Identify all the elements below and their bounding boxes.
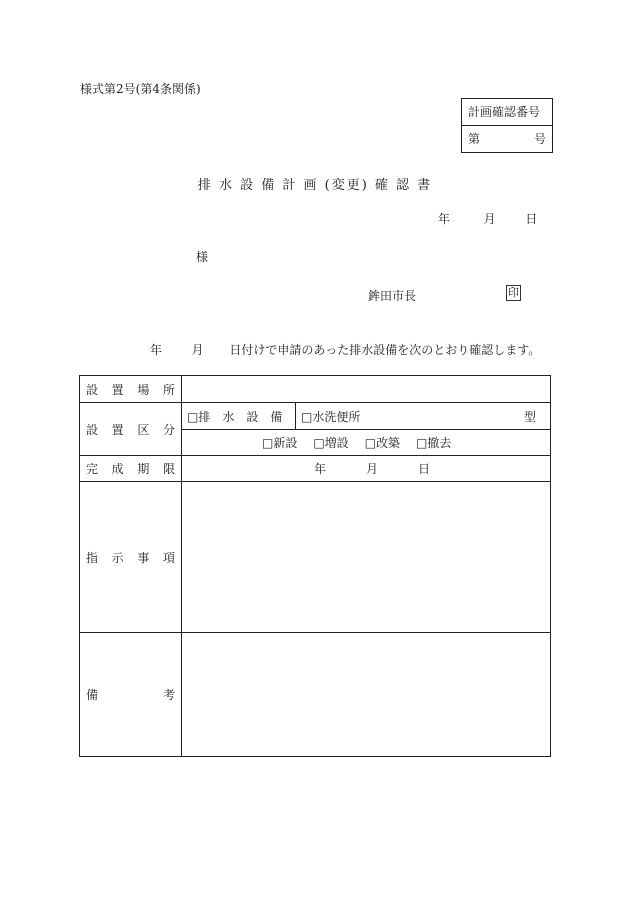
issue-date (438, 210, 537, 227)
completion-month: 月 (366, 462, 379, 476)
location-field[interactable] (182, 376, 551, 403)
seal-mark: 印 (508, 286, 519, 299)
document-title: 排 水 設 備 計 画 (変更) 確 認 書 (197, 178, 433, 193)
flush-toilet-checkbox[interactable] (296, 403, 550, 429)
category-type-cell (182, 403, 551, 430)
type-suffix: 型 (523, 409, 536, 424)
category-row-1 (80, 403, 551, 430)
completion-day: 日 (418, 462, 431, 476)
instructions-row (80, 482, 551, 633)
intro-sentence (150, 341, 540, 358)
location-label: 設 置 場 所 (80, 376, 182, 403)
completion-row (80, 456, 551, 482)
form-number-label: 様式第2号(第4条関係) (80, 82, 201, 96)
intro-text: 日付けで申請のあった排水設備を次のとおり確認します。 (229, 343, 541, 357)
remarks-row (80, 633, 551, 757)
completion-date-field[interactable] (182, 456, 551, 482)
issue-date-day: 日 (525, 212, 538, 226)
option-renovation[interactable]: □改築 (364, 436, 401, 450)
issue-date-year: 年 (438, 212, 451, 226)
category-label: 設 置 区 分 (80, 403, 182, 456)
confirmation-number-box (461, 98, 553, 153)
completion-year: 年 (314, 462, 327, 476)
intro-year: 年 (150, 343, 163, 357)
option-expansion[interactable]: □増設 (313, 436, 349, 450)
instructions-label: 指 示 事 項 (80, 482, 182, 633)
construction-options-cell (182, 430, 551, 456)
addressee-suffix: 様 (196, 250, 209, 264)
confirmation-number-title: 計画確認番号 (468, 105, 541, 119)
option-new[interactable]: □新設 (262, 436, 298, 450)
issuer-name: 鉾田市長 (368, 289, 417, 303)
drain-equipment-checkbox[interactable]: □排 水 設 備 (182, 403, 296, 429)
instructions-field[interactable] (182, 482, 551, 633)
remarks-label: 備 考 (80, 633, 182, 757)
option-removal[interactable]: □撤去 (416, 436, 452, 450)
confirmation-table (79, 375, 551, 757)
flush-toilet-label: □水洗便所 (301, 409, 361, 424)
confirmation-number-field[interactable] (462, 125, 552, 152)
number-suffix: 号 (533, 132, 546, 146)
issue-date-month: 月 (483, 212, 496, 226)
remarks-field[interactable] (182, 633, 551, 757)
number-prefix: 第 (468, 132, 481, 146)
intro-month: 月 (191, 343, 204, 357)
location-row (80, 376, 551, 403)
completion-label: 完 成 期 限 (80, 456, 182, 482)
